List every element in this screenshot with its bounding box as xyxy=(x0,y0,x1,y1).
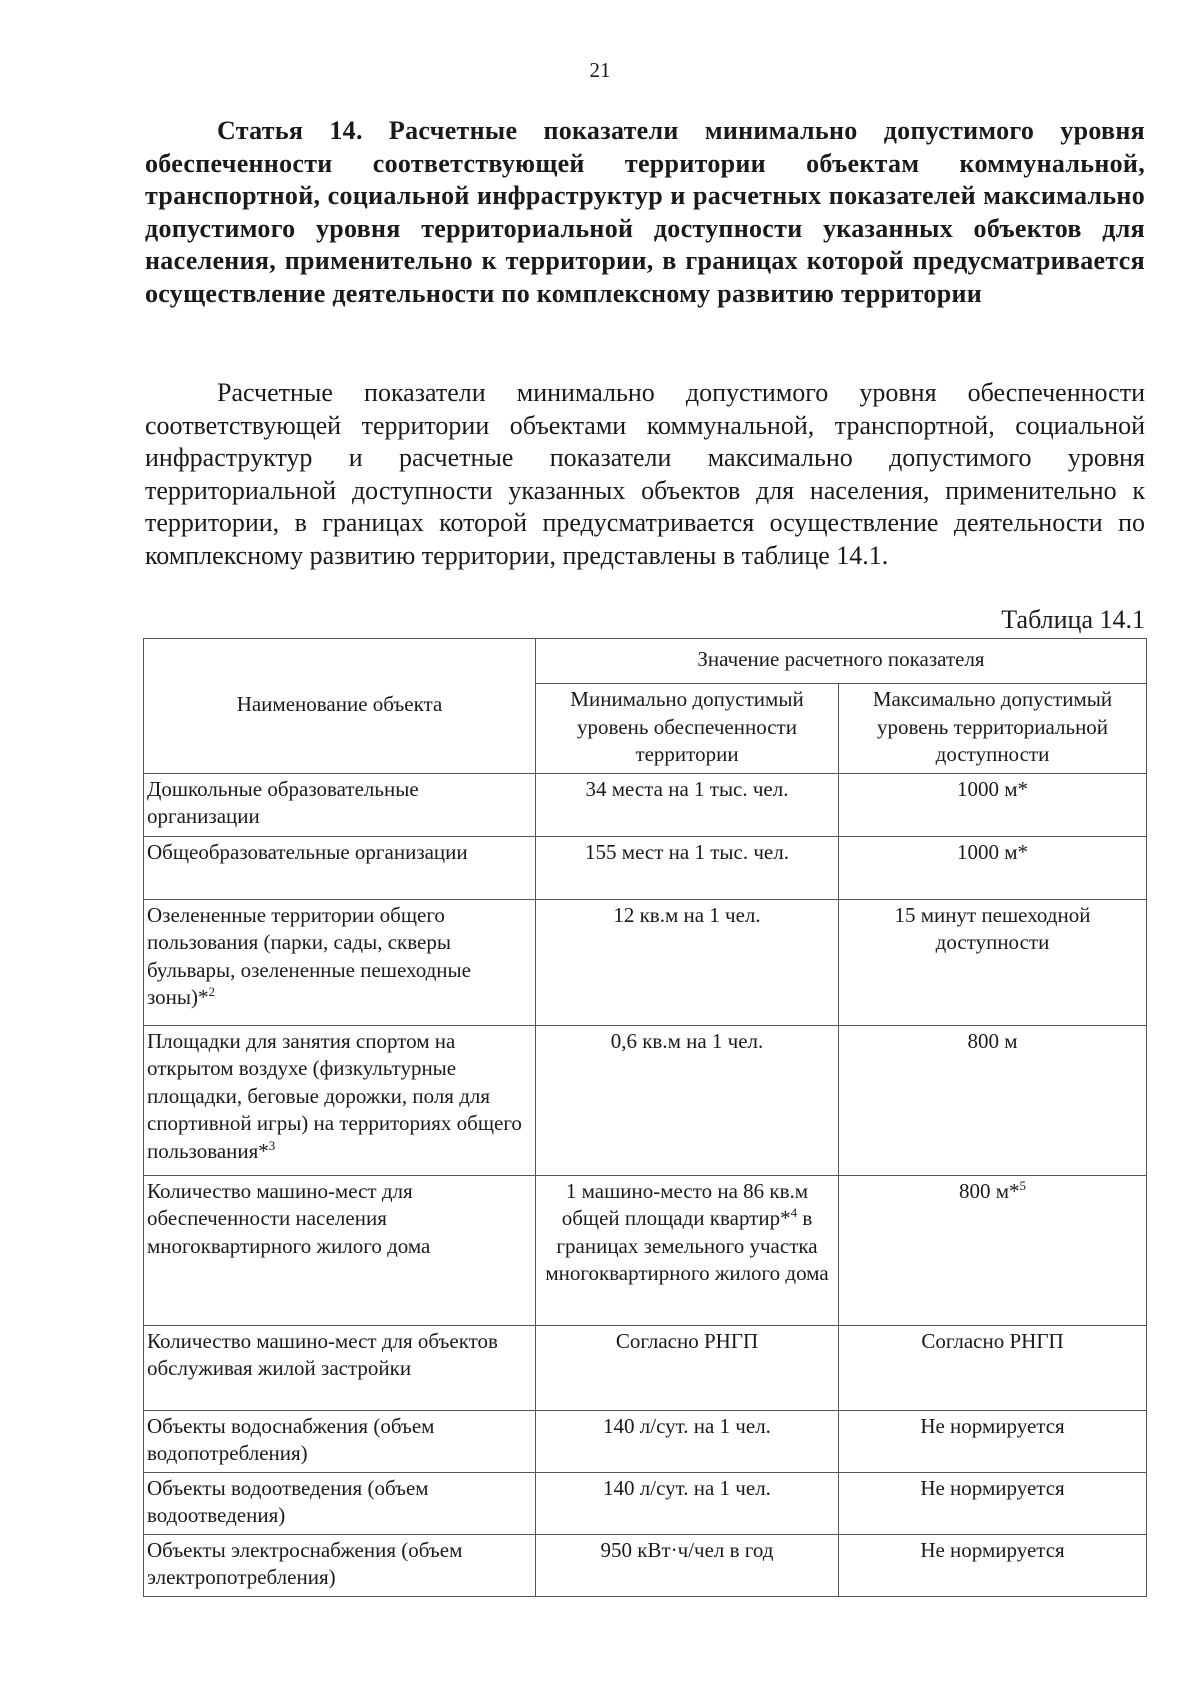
cell-max-accessibility-text: 15 минут пешеходной доступности xyxy=(894,902,1091,954)
footnote-ref: 5 xyxy=(1019,1177,1027,1193)
indicators-table xyxy=(143,638,1147,1597)
cell-max-accessibility-text: 1000 м* xyxy=(956,776,1029,801)
table-caption: Таблица 14.1 xyxy=(1001,605,1145,634)
cell-object-name xyxy=(144,1175,536,1325)
cell-min-level xyxy=(536,1325,839,1410)
article-heading xyxy=(145,115,1145,310)
cell-min-level-text: 140 л/сут. на 1 чел. xyxy=(603,1475,771,1500)
cell-object-name xyxy=(144,899,536,1025)
cell-object-name xyxy=(144,1410,536,1472)
cell-max-accessibility xyxy=(839,1175,1147,1325)
footnote-ref: 3 xyxy=(268,1137,276,1153)
cell-object-name-text: Дошкольные образовательные организации xyxy=(147,776,419,828)
cell-max-accessibility xyxy=(839,1410,1147,1472)
cell-min-level-text: 950 кВт·ч/чел в год xyxy=(600,1537,774,1562)
cell-max-accessibility-text: Не нормируется xyxy=(920,1475,1065,1500)
body-paragraph xyxy=(145,377,1145,572)
cell-max-accessibility-text: 800 м* xyxy=(958,1178,1020,1203)
page-number: 21 xyxy=(589,58,611,82)
table-row xyxy=(144,1325,1147,1410)
cell-object-name xyxy=(144,836,536,899)
cell-object-name xyxy=(144,1534,536,1596)
cell-min-level-text: 34 места на 1 тыс. чел. xyxy=(585,776,789,801)
cell-object-name xyxy=(144,1325,536,1410)
table-row xyxy=(144,773,1147,836)
cell-min-level xyxy=(536,1175,839,1325)
cell-object-name-text: Количество машино-мест для обеспеченности населения многоквартирного жилого дома xyxy=(147,1178,431,1258)
cell-max-accessibility xyxy=(839,836,1147,899)
header-min-level: Минимально допустимый уровень обеспеченности территории xyxy=(536,684,839,774)
table-row xyxy=(144,1175,1147,1325)
table-row xyxy=(144,1534,1147,1596)
cell-max-accessibility xyxy=(839,1325,1147,1410)
header-max-accessibility: Максимально допустимый уровень территориальной доступности xyxy=(839,684,1147,774)
cell-object-name-text: Площадки для занятия спортом на открытом воздухе (физкультурные площадки, беговые дорожки, поля для спортивной игры) на территориях общего пользования* xyxy=(147,1028,522,1163)
table-row xyxy=(144,836,1147,899)
header-object-name: Наименование объекта xyxy=(144,639,536,774)
cell-max-accessibility xyxy=(839,773,1147,836)
table-row xyxy=(144,1410,1147,1472)
cell-object-name-text: Общеобразовательные организации xyxy=(147,839,468,864)
header-indicator-value: Значение расчетного показателя xyxy=(536,639,1147,684)
cell-max-accessibility-text: Не нормируется xyxy=(920,1413,1065,1438)
cell-min-level xyxy=(536,836,839,899)
cell-object-name-text: Озелененные территории общего пользования (парки, сады, скверы бульвары, озелененные пешеходные зоны)* xyxy=(147,902,471,1009)
cell-min-level xyxy=(536,1534,839,1596)
cell-min-level-text: 140 л/сут. на 1 чел. xyxy=(603,1413,771,1438)
cell-max-accessibility-text: Согласно РНГП xyxy=(921,1328,1064,1353)
table-row xyxy=(144,899,1147,1025)
cell-min-level xyxy=(536,773,839,836)
cell-max-accessibility xyxy=(839,1534,1147,1596)
table-row xyxy=(144,1472,1147,1534)
cell-min-level-text: 12 кв.м на 1 чел. xyxy=(613,902,761,927)
footnote-ref: 2 xyxy=(208,984,216,999)
table-header-row-1 xyxy=(144,639,1147,684)
cell-object-name xyxy=(144,1025,536,1175)
table-body xyxy=(144,639,1147,1597)
cell-object-name xyxy=(144,773,536,836)
body-paragraph-text: Расчетные показатели минимально допустимого уровня обеспеченности соответствующей территории объектами коммунальной, транспортной, социальной инфраструктур и расчетные показатели максимально допустимого уровня территориальной доступности указанных объектов для населения, применительно к территории, в границах которой предусматривается осуществление деятельности по комплексному развитию территории, представлены в таблице 14.1. xyxy=(145,378,1145,570)
cell-object-name-text: Объекты водоснабжения (объем водопотребления) xyxy=(147,1413,435,1465)
cell-max-accessibility-text: Не нормируется xyxy=(920,1537,1065,1562)
cell-min-level xyxy=(536,899,839,1025)
cell-min-level-text: 1 машино-место на 86 кв.м общей площади квартир* xyxy=(561,1178,809,1230)
cell-max-accessibility xyxy=(839,1025,1147,1175)
cell-min-level xyxy=(536,1472,839,1534)
cell-max-accessibility xyxy=(839,899,1147,1025)
cell-min-level-text: Согласно РНГП xyxy=(615,1328,759,1353)
cell-min-level-text: 155 мест на 1 тыс. чел. xyxy=(585,839,789,864)
footnote-ref: 4 xyxy=(790,1205,798,1220)
cell-max-accessibility-text: 1000 м* xyxy=(956,839,1029,864)
cell-max-accessibility-text: 800 м xyxy=(967,1028,1018,1053)
table-row xyxy=(144,1025,1147,1175)
cell-object-name xyxy=(144,1472,536,1534)
cell-min-level xyxy=(536,1025,839,1175)
cell-object-name-text: Объекты водоотведения (объем водоотведения) xyxy=(147,1475,429,1527)
cell-object-name-text: Количество машино-мест для объектов обслуживая жилой застройки xyxy=(147,1328,498,1380)
article-heading-text: Статья 14. Расчетные показатели минимально допустимого уровня обеспеченности соответствующей территории объектам коммунальной, транспортной, социальной инфраструктур и расчетных показателей максимально допустимого уровня территориальной доступности указанных объектов для населения, применительно к территории, в границах которой предусматривается осуществление деятельности по комплексному развитию территории xyxy=(145,116,1145,308)
cell-max-accessibility xyxy=(839,1472,1147,1534)
cell-object-name-text: Объекты электроснабжения (объем электропотребления) xyxy=(147,1537,463,1589)
cell-min-level-text: 0,6 кв.м на 1 чел. xyxy=(610,1028,764,1053)
cell-min-level xyxy=(536,1410,839,1472)
cell-min-level-rest: в границах земельного участка многоквартирного жилого дома xyxy=(545,1206,829,1285)
